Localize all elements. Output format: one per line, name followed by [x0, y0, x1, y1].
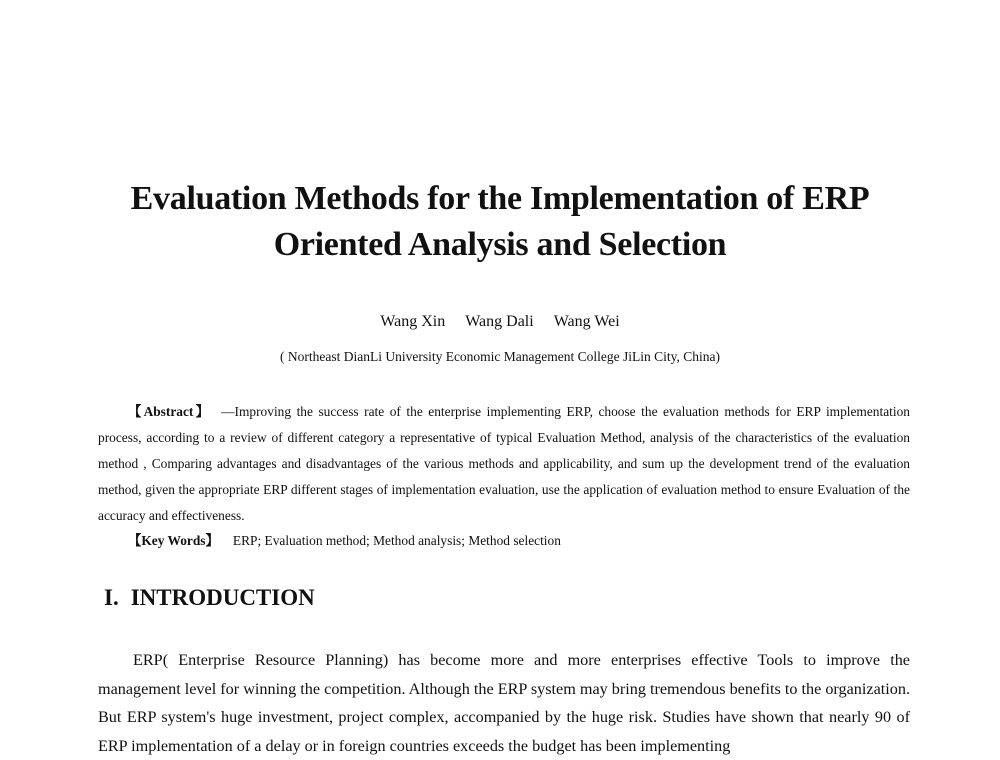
author-affiliation: ( Northeast DianLi University Economic Management College JiLin City, China)	[279, 349, 721, 364]
abstract-block	[98, 399, 910, 529]
author-name: Wang Wei	[553, 313, 620, 330]
abstract-text: —Improving the success rate of the enterprise implementing ERP, choose the evaluation methods for ERP implementation process, according to a review of different category a representative of typical Evaluation Method, analysis of the characteristics of the evaluation method , Comparing advantages and disadvantages of the various methods and applicability, and sum up the development trend of the evaluation method, given the appropriate ERP different stages of implementation evaluation, use the application of evaluation method to ensure Evaluation of the accuracy and effectiveness.	[98, 404, 910, 523]
section-heading-introduction	[104, 582, 315, 614]
keywords-label: 【Key Words】	[128, 533, 219, 548]
section-title: INTRODUCTION	[130, 585, 315, 610]
keywords-text: ERP; Evaluation method; Method analysis; Method selection	[232, 533, 561, 548]
abstract-label: 【Abstract】	[128, 404, 212, 419]
paper-title-line-1: Evaluation Methods for the Implementation of ERP	[130, 180, 870, 217]
author-name: Wang Dali	[465, 313, 534, 330]
keywords-block	[128, 529, 908, 553]
section-number: I.	[104, 585, 119, 610]
author-name: Wang Xin	[380, 313, 446, 330]
author-list	[0, 311, 1000, 333]
intro-paragraph: ERP( Enterprise Resource Planning) has become more and more enterprises effective Tools to improve the management level for winning the competition. Although the ERP system may bring tremendous benefits to the organization. But ERP system's huge investment, project complex, accompanied by the huge risk. Studies have shown that nearly 90 of ERP implementation of a delay or in foreign countries exceeds the budget has been implementing	[98, 651, 910, 755]
paper-title-line-2: Oriented Analysis and Selection	[273, 226, 727, 263]
